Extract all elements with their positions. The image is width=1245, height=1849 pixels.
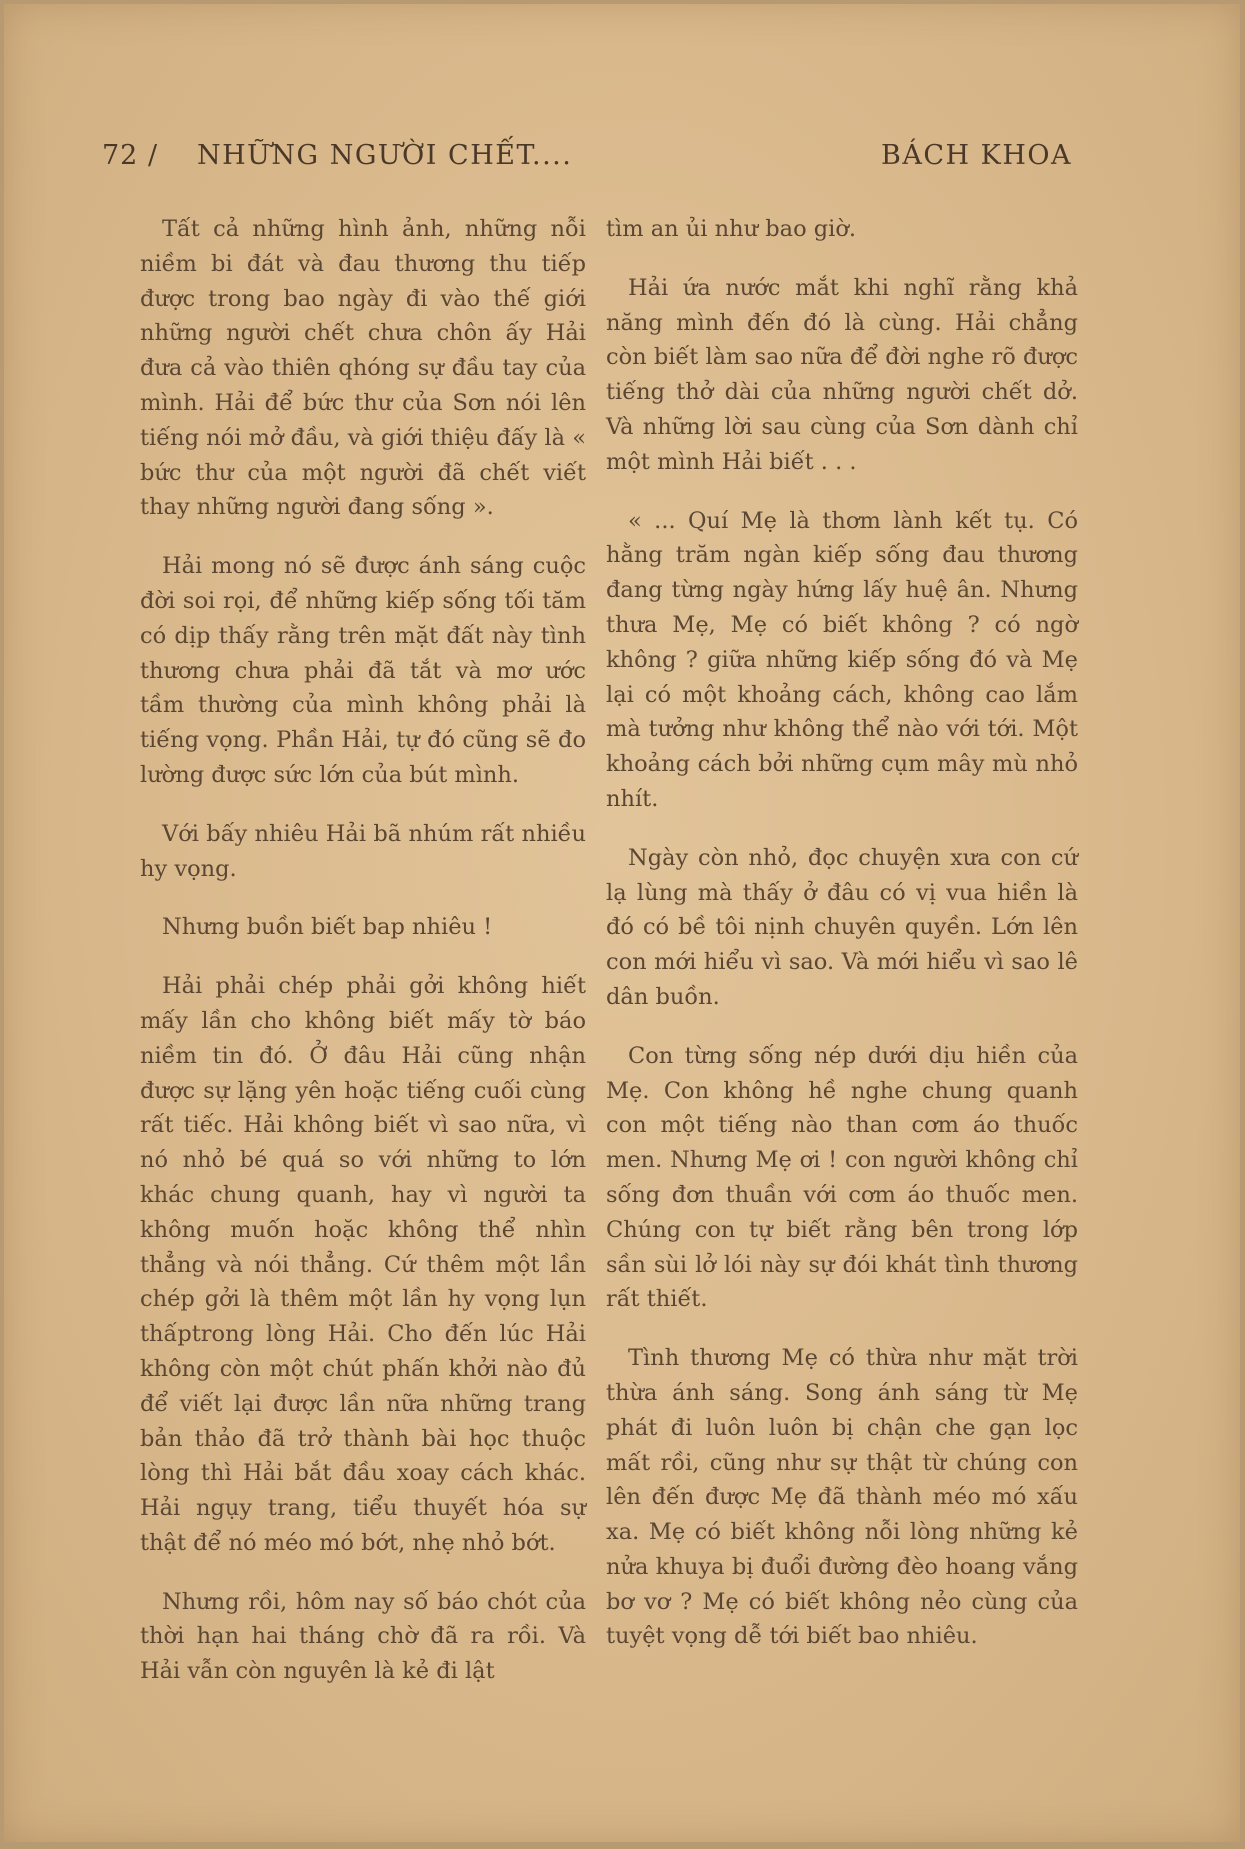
right-column bbox=[606, 212, 1078, 1678]
paragraph: « ... Quí Mẹ là thơm lành kết tụ. Có hằng trăm ngàn kiếp sống đau thương đang từng ngày hứng lấy huệ ân. Nhưng thưa Mẹ, Mẹ có biết không ? có ngờ không ? giữa những kiếp sống đó và Mẹ lại có một khoảng cách, không cao lắm mà tưởng như không thể nào với tới. Một khoảng cách bởi những cụm mây mù nhỏ nhít. bbox=[606, 507, 1078, 812]
magazine-name: BÁCH KHOA bbox=[881, 140, 1072, 171]
running-header bbox=[102, 140, 1072, 180]
paragraph: Hải mong nó sẽ được ánh sáng cuộc đời soi rọi, để những kiếp sống tối tăm có dịp thấy rằng trên mặt đất này tình thương chưa phải đã tắt và mơ ước tầm thường của mình không phải là tiếng vọng. Phần Hải, tự đó cũng sẽ đo lường được sức lớn của bút mình. bbox=[140, 553, 586, 788]
magazine-page bbox=[4, 4, 1240, 1842]
paragraph: Con từng sống nép dưới dịu hiền của Mẹ. Con không hề nghe chung quanh con một tiếng nào than cơm áo thuốc men. Nhưng Mẹ ơi ! con người không chỉ sống đơn thuần với cơm áo thuốc men. Chúng con tự biết rằng bên trong lớp sần sùi lở lói này sự đói khát tình thương rất thiết. bbox=[606, 1042, 1078, 1313]
paragraph: Nhưng buồn biết bap nhiêu ! bbox=[162, 914, 493, 941]
left-column bbox=[140, 212, 586, 1713]
section-title: NHỮNG NGƯỜI CHẾT.... bbox=[197, 140, 573, 171]
paragraph-continued: tìm an ủi như bao giờ. bbox=[606, 216, 857, 242]
paragraph: Với bấy nhiêu Hải bã nhúm rất nhiều hy vọng. bbox=[140, 820, 586, 882]
paragraph: Nhưng rồi, hôm nay số báo chót của thời hạn hai tháng chờ đã ra rồi. Và Hải vẫn còn nguyên là kẻ đi lật bbox=[140, 1588, 586, 1685]
paragraph: Tất cả những hình ảnh, những nỗi niềm bi đát và đau thương thu tiếp được trong bao ngày đi vào thế giới những người chết chưa chôn ấy Hải đưa cả vào thiên qhóng sự đầu tay của mình. Hải để bức thư của Sơn nói lên tiếng nói mở đầu, và giới thiệu đấy là « bức thư của một người đã chết viết thay những người đang sống ». bbox=[140, 216, 586, 521]
paragraph: Hải phải chép phải gởi không hiết mấy lần cho không biết mấy tờ báo niềm tin đó. Ở đâu Hải cũng nhận được sự lặng yên hoặc tiếng cuối cùng rất tiếc. Hải không biết vì sao nữa, vì nó nhỏ bé quá so với những to lớn khác chung quanh, hay vì người ta không muốn hoặc không thể nhìn thẳng và nói thẳng. Cứ thêm một lần chép gởi là thêm một lần hy vọng lụn thấptrong lòng Hải. Cho đến lúc Hải không còn một chút phấn khởi nào đủ để viết lại được lần nữa những trang bản thảo đã trở thành bài học thuộc lòng thì Hải bắt đầu xoay cách khác. Hải ngụy trang, tiểu thuyết hóa sự thật để nó méo mó bớt, nhẹ nhỏ bớt. bbox=[140, 973, 586, 1556]
page-number: 72 / bbox=[102, 140, 159, 171]
paragraph: Ngày còn nhỏ, đọc chuyện xưa con cứ lạ lùng mà thấy ở đâu có vị vua hiền là đó có bề tôi nịnh chuyên quyền. Lớn lên con mới hiểu vì sao. Và mới hiểu vì sao lê dân buồn. bbox=[606, 844, 1078, 1010]
paragraph: Tình thương Mẹ có thừa như mặt trời thừa ánh sáng. Song ánh sáng từ Mẹ phát đi luôn luôn bị chận che gạn lọc mất rồi, cũng như sự thật từ chúng con lên đến được Mẹ đã thành méo mó xấu xa. Mẹ có biết không nỗi lòng những kẻ nửa khuya bị đuổi đường đèo hoang vắng bơ vơ ? Mẹ có biết không nẻo cùng của tuyệt vọng dễ tới biết bao nhiêu. bbox=[606, 1345, 1078, 1650]
paragraph: Hải ứa nước mắt khi nghĩ rằng khả năng mình đến đó là cùng. Hải chẳng còn biết làm sao nữa để đời nghe rõ được tiếng thở dài của những người chết dở. Và những lời sau cùng của Sơn dành chỉ một mình Hải biết . . . bbox=[606, 274, 1078, 475]
